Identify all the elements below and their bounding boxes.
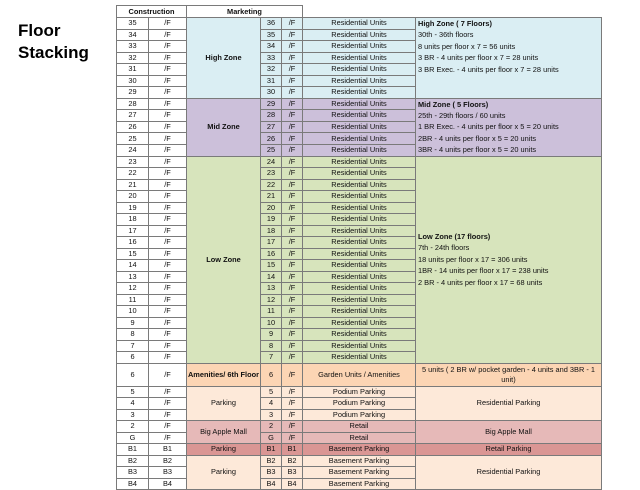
marketing-floor: 14 (261, 271, 282, 283)
mid-zone-notes (416, 98, 602, 156)
marketing-floor: 24 (261, 156, 282, 168)
marketing-floor-suffix: /F (282, 271, 303, 283)
table-row (117, 18, 602, 30)
floor-use: Garden Units / Amenities (303, 363, 416, 386)
construction-floor: 25 (117, 133, 149, 145)
table-row (117, 421, 602, 433)
marketing-floor-suffix: /F (282, 260, 303, 272)
marketing-floor: 22 (261, 179, 282, 191)
marketing-floor: 35 (261, 29, 282, 41)
floor-use: Residential Units (303, 329, 416, 341)
marketing-floor-suffix: /F (282, 248, 303, 260)
floor-use: Residential Units (303, 294, 416, 306)
marketing-floor-suffix: /F (282, 409, 303, 421)
construction-floor: 10 (117, 306, 149, 318)
floor-use: Residential Units (303, 306, 416, 318)
floor-use: Residential Units (303, 144, 416, 156)
marketing-floor: 13 (261, 283, 282, 295)
construction-floor-suffix: /F (149, 29, 187, 41)
marketing-floor-suffix: /F (282, 87, 303, 99)
zone-high: High Zone (187, 18, 261, 99)
floor-use: Retail (303, 421, 416, 433)
low-note-line: Low Zone (17 floors) (418, 232, 491, 242)
marketing-floor: 33 (261, 52, 282, 64)
marketing-floor: 7 (261, 352, 282, 364)
floor-use: Residential Units (303, 317, 416, 329)
table-row (117, 156, 602, 168)
construction-floor-suffix: /F (149, 260, 187, 272)
marketing-floor: 12 (261, 294, 282, 306)
construction-floor-suffix: /F (149, 75, 187, 87)
floor-use: Residential Units (303, 98, 416, 110)
floor-use: Residential Units (303, 191, 416, 203)
construction-floor-suffix: /F (149, 98, 187, 110)
marketing-floor: B4 (261, 478, 282, 490)
marketing-floor-suffix: /F (282, 52, 303, 64)
floor-use: Residential Units (303, 41, 416, 53)
marketing-floor: 28 (261, 110, 282, 122)
construction-floor: 27 (117, 110, 149, 122)
marketing-floor-suffix: /F (282, 75, 303, 87)
construction-floor: 5 (117, 386, 149, 398)
marketing-floor: 31 (261, 75, 282, 87)
floor-use: Residential Units (303, 133, 416, 145)
marketing-floor-suffix: /F (282, 191, 303, 203)
construction-floor: 11 (117, 294, 149, 306)
marketing-floor-suffix: /F (282, 168, 303, 180)
table-row (117, 98, 602, 110)
marketing-floor-suffix: /F (282, 202, 303, 214)
marketing-floor: 15 (261, 260, 282, 272)
floor-use: Residential Units (303, 110, 416, 122)
construction-floor: 30 (117, 75, 149, 87)
marketing-floor: 2 (261, 421, 282, 433)
zone-parking: Parking (187, 386, 261, 421)
floor-use: Residential Units (303, 237, 416, 249)
marketing-floor-suffix: /F (282, 225, 303, 237)
marketing-floor-secondary: B3 (282, 467, 303, 479)
marketing-floor-secondary: B1 (282, 444, 303, 456)
marketing-floor: 8 (261, 340, 282, 352)
construction-floor-suffix: /F (149, 110, 187, 122)
construction-floor-secondary: B1 (149, 444, 187, 456)
residential-parking-note: Residential Parking (416, 455, 602, 490)
marketing-floor: 11 (261, 306, 282, 318)
floor-use: Podium Parking (303, 386, 416, 398)
construction-floor: 6 (117, 352, 149, 364)
construction-floor-suffix: /F (149, 409, 187, 421)
construction-floor: 20 (117, 191, 149, 203)
floor-use: Basement Parking (303, 455, 416, 467)
construction-floor-suffix: /F (149, 317, 187, 329)
marketing-floor: G (261, 432, 282, 444)
table-row (117, 455, 602, 467)
high-note-line: High Zone ( 7 Floors) (418, 19, 492, 28)
construction-floor-suffix: /F (149, 237, 187, 249)
zone-mid: Mid Zone (187, 98, 261, 156)
marketing-floor: 18 (261, 225, 282, 237)
construction-floor: 4 (117, 398, 149, 410)
floor-use: Residential Units (303, 260, 416, 272)
construction-floor: 22 (117, 168, 149, 180)
construction-floor-secondary: B2 (149, 455, 187, 467)
marketing-floor: 32 (261, 64, 282, 76)
floor-use: Residential Units (303, 75, 416, 87)
marketing-floor: 30 (261, 87, 282, 99)
construction-floor-suffix: /F (149, 386, 187, 398)
amenities-notes: 5 units ( 2 BR w/ pocket garden - 4 units and 3BR - 1 unit) (416, 363, 602, 386)
low-note-line: 7th - 24th floors (418, 243, 470, 253)
construction-floor-suffix: /F (149, 398, 187, 410)
page-title (18, 20, 89, 64)
construction-floor: 21 (117, 179, 149, 191)
construction-floor-suffix: /F (149, 87, 187, 99)
floor-use: Residential Units (303, 202, 416, 214)
construction-floor-suffix: /F (149, 248, 187, 260)
marketing-floor-suffix: /F (282, 179, 303, 191)
construction-floor-suffix: /F (149, 18, 187, 30)
marketing-floor-suffix: /F (282, 144, 303, 156)
high-zone-notes (416, 18, 602, 99)
construction-floor-suffix: /F (149, 352, 187, 364)
construction-floor: 18 (117, 214, 149, 226)
floor-use: Basement Parking (303, 467, 416, 479)
title-line-2: Stacking (18, 43, 89, 62)
marketing-floor: 5 (261, 386, 282, 398)
retail-parking-note: Retail Parking (416, 444, 602, 456)
low-note-line: 2 BR - 4 units per floor x 17 = 68 units (418, 277, 543, 287)
marketing-floor: 36 (261, 18, 282, 30)
floor-use: Residential Units (303, 121, 416, 133)
floor-use: Residential Units (303, 340, 416, 352)
marketing-floor-suffix: /F (282, 283, 303, 295)
marketing-floor: 16 (261, 248, 282, 260)
floor-use: Podium Parking (303, 398, 416, 410)
marketing-floor-suffix: /F (282, 340, 303, 352)
construction-floor-suffix: /F (149, 271, 187, 283)
construction-floor: 14 (117, 260, 149, 272)
mid-note-line: 25th - 29th floors / 60 units (418, 110, 506, 120)
construction-floor-suffix: /F (149, 214, 187, 226)
construction-floor: B2 (117, 455, 149, 467)
marketing-floor-suffix: /F (282, 317, 303, 329)
construction-floor: 26 (117, 121, 149, 133)
construction-floor-secondary: B3 (149, 467, 187, 479)
mid-note-line: 1 BR Exec. - 4 units per floor x 5 = 20 units (418, 122, 559, 132)
table-row (117, 386, 602, 398)
floor-use: Residential Units (303, 248, 416, 260)
floor-use: Basement Parking (303, 478, 416, 490)
construction-floor: 3 (117, 409, 149, 421)
high-note-line: 8 units per floor x 7 = 56 units (418, 41, 516, 51)
construction-floor: 19 (117, 202, 149, 214)
floor-use: Residential Units (303, 156, 416, 168)
marketing-floor: 29 (261, 98, 282, 110)
marketing-floor: 3 (261, 409, 282, 421)
construction-floor: B1 (117, 444, 149, 456)
construction-floor: 28 (117, 98, 149, 110)
construction-floor-suffix: /F (149, 64, 187, 76)
construction-floor-suffix: /F (149, 168, 187, 180)
marketing-floor-suffix: /F (282, 18, 303, 30)
zone-mall: Big Apple Mall (187, 421, 261, 444)
mall-note: Big Apple Mall (416, 421, 602, 444)
high-note-line: 3 BR - 4 units per floor x 7 = 28 units (418, 53, 539, 63)
marketing-floor-suffix: /F (282, 110, 303, 122)
mid-note-line: 3BR - 4 units per floor x 5 = 20 units (418, 145, 537, 155)
construction-floor-suffix: /F (149, 133, 187, 145)
marketing-floor: 34 (261, 41, 282, 53)
construction-floor-suffix: /F (149, 202, 187, 214)
marketing-floor-suffix: /F (282, 64, 303, 76)
marketing-floor: 19 (261, 214, 282, 226)
marketing-floor-suffix: /F (282, 306, 303, 318)
marketing-floor-secondary: B2 (282, 455, 303, 467)
zone-basement-parking: Parking (187, 444, 261, 456)
marketing-floor: 21 (261, 191, 282, 203)
construction-header: Construction (117, 6, 187, 18)
construction-floor: G (117, 432, 149, 444)
construction-floor: B3 (117, 467, 149, 479)
construction-floor: 35 (117, 18, 149, 30)
construction-floor: 13 (117, 271, 149, 283)
construction-floor: 16 (117, 237, 149, 249)
marketing-floor: B2 (261, 455, 282, 467)
zone-amenities: Amenities/ 6th Floor (187, 363, 261, 386)
table-row (117, 444, 602, 456)
low-note-line: 18 units per floor x 17 = 306 units (418, 254, 528, 264)
construction-floor: 7 (117, 340, 149, 352)
floor-use: Residential Units (303, 18, 416, 30)
marketing-floor-suffix: /F (282, 41, 303, 53)
floor-use: Podium Parking (303, 409, 416, 421)
floor-use: Residential Units (303, 352, 416, 364)
construction-floor-suffix: /F (149, 421, 187, 433)
marketing-floor-suffix: /F (282, 352, 303, 364)
marketing-floor: 26 (261, 133, 282, 145)
floor-use: Residential Units (303, 64, 416, 76)
marketing-floor-suffix: /F (282, 432, 303, 444)
title-line-1: Floor (18, 21, 61, 40)
floor-use: Residential Units (303, 225, 416, 237)
marketing-floor-suffix: /F (282, 156, 303, 168)
construction-floor-suffix: /F (149, 179, 187, 191)
construction-floor-suffix: /F (149, 294, 187, 306)
marketing-floor: 6 (261, 363, 282, 386)
construction-floor: 9 (117, 317, 149, 329)
marketing-floor-suffix: /F (282, 421, 303, 433)
marketing-floor: 10 (261, 317, 282, 329)
construction-floor-suffix: /F (149, 283, 187, 295)
construction-floor: 8 (117, 329, 149, 341)
floor-use: Residential Units (303, 283, 416, 295)
marketing-floor-suffix: /F (282, 294, 303, 306)
construction-floor-suffix: /F (149, 329, 187, 341)
low-zone-notes (416, 156, 602, 363)
floor-use: Residential Units (303, 87, 416, 99)
zone-basement-parking: Parking (187, 455, 261, 490)
marketing-floor-suffix: /F (282, 363, 303, 386)
floor-use: Residential Units (303, 52, 416, 64)
marketing-floor-suffix: /F (282, 133, 303, 145)
construction-floor-suffix: /F (149, 52, 187, 64)
low-note-line: 1BR - 14 units per floor x 17 = 238 units (418, 266, 549, 276)
construction-floor: 17 (117, 225, 149, 237)
table-row (117, 363, 602, 386)
marketing-floor-suffix: /F (282, 121, 303, 133)
construction-floor: 2 (117, 421, 149, 433)
marketing-floor: B3 (261, 467, 282, 479)
mid-note-line: Mid Zone ( 5 Floors) (418, 99, 489, 109)
floor-use: Residential Units (303, 168, 416, 180)
floor-use: Basement Parking (303, 444, 416, 456)
construction-floor-suffix: /F (149, 156, 187, 168)
high-note-line: 3 BR Exec. - 4 units per floor x 7 = 28 units (418, 64, 559, 74)
construction-floor: 31 (117, 64, 149, 76)
floor-use: Residential Units (303, 214, 416, 226)
construction-floor-suffix: /F (149, 225, 187, 237)
marketing-floor-secondary: B4 (282, 478, 303, 490)
marketing-floor-suffix: /F (282, 214, 303, 226)
marketing-floor-suffix: /F (282, 386, 303, 398)
residential-parking-note: Residential Parking (416, 386, 602, 421)
marketing-floor-suffix: /F (282, 329, 303, 341)
zone-low: Low Zone (187, 156, 261, 363)
marketing-floor: 23 (261, 168, 282, 180)
construction-floor: B4 (117, 478, 149, 490)
marketing-floor: 20 (261, 202, 282, 214)
marketing-header: Marketing (187, 6, 303, 18)
marketing-floor-suffix: /F (282, 98, 303, 110)
construction-floor: 29 (117, 87, 149, 99)
marketing-floor: 9 (261, 329, 282, 341)
mid-note-line: 2BR - 4 units per floor x 5 = 20 units (418, 133, 537, 143)
marketing-floor: 27 (261, 121, 282, 133)
marketing-floor: B1 (261, 444, 282, 456)
construction-floor-suffix: /F (149, 41, 187, 53)
marketing-floor: 4 (261, 398, 282, 410)
floor-use: Retail (303, 432, 416, 444)
construction-floor-suffix: /F (149, 432, 187, 444)
marketing-floor: 17 (261, 237, 282, 249)
construction-floor: 15 (117, 248, 149, 260)
construction-floor: 24 (117, 144, 149, 156)
construction-floor: 12 (117, 283, 149, 295)
marketing-floor-suffix: /F (282, 398, 303, 410)
marketing-floor-suffix: /F (282, 29, 303, 41)
construction-floor-suffix: /F (149, 363, 187, 386)
construction-floor: 34 (117, 29, 149, 41)
construction-floor-suffix: /F (149, 191, 187, 203)
floor-use: Residential Units (303, 29, 416, 41)
marketing-floor: 25 (261, 144, 282, 156)
floor-use: Residential Units (303, 271, 416, 283)
construction-floor-suffix: /F (149, 144, 187, 156)
construction-floor: 32 (117, 52, 149, 64)
construction-floor: 6 (117, 363, 149, 386)
marketing-floor-suffix: /F (282, 237, 303, 249)
floor-stacking-table (116, 5, 602, 490)
construction-floor: 33 (117, 41, 149, 53)
construction-floor-suffix: /F (149, 121, 187, 133)
construction-floor-suffix: /F (149, 306, 187, 318)
high-note-line: 30th - 36th floors (418, 30, 474, 40)
construction-floor-suffix: /F (149, 340, 187, 352)
construction-floor: 23 (117, 156, 149, 168)
floor-use: Residential Units (303, 179, 416, 191)
construction-floor-secondary: B4 (149, 478, 187, 490)
